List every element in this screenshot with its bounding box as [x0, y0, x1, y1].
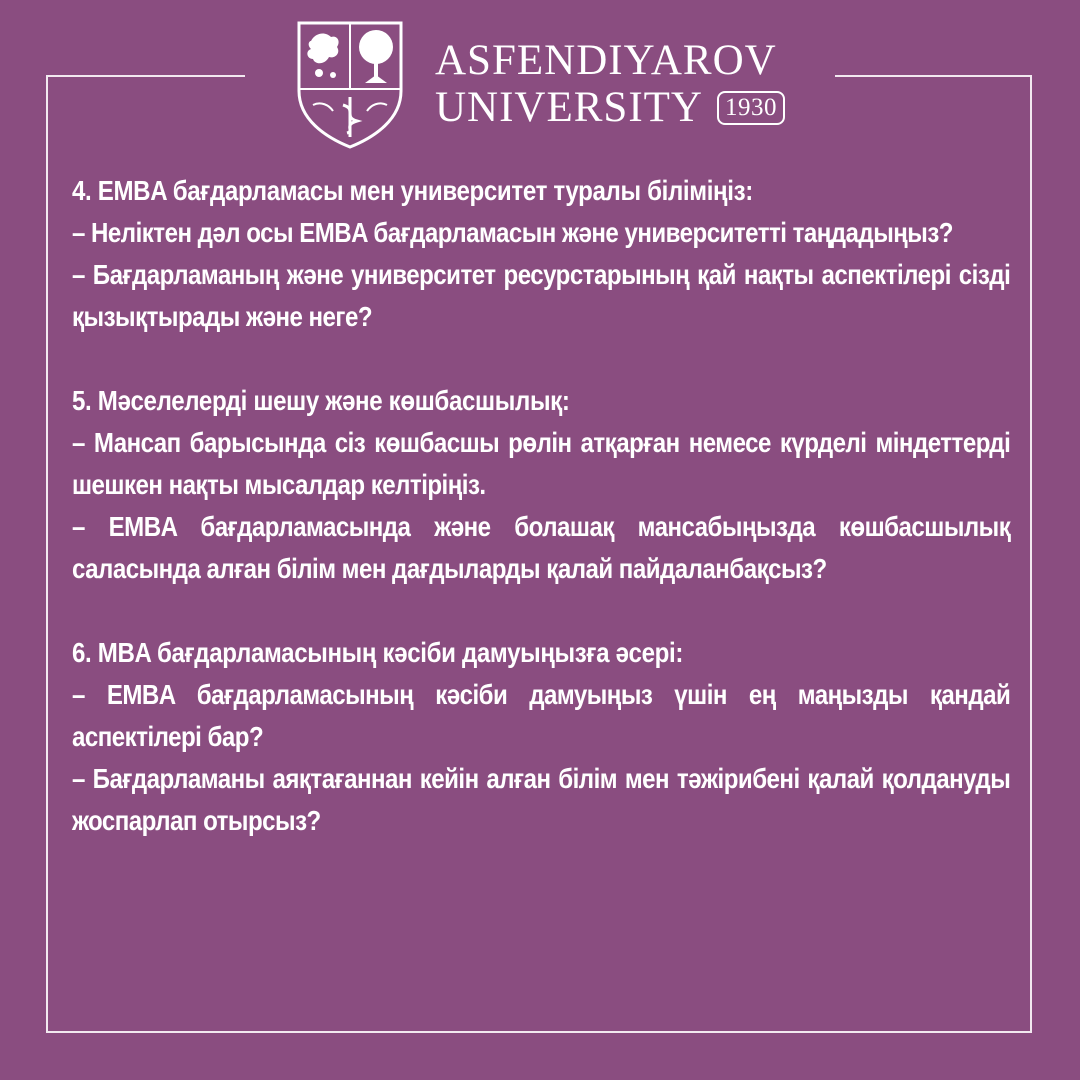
question-item: – Неліктен дәл осы EMBA бағдарламасын және университетті таңдадыңыз?	[72, 217, 953, 248]
questions-content	[72, 170, 1010, 884]
founding-year-badge: 1930	[717, 91, 785, 125]
section-heading: 6. MBA бағдарламасының кәсіби дамуыңызға әсері:	[72, 637, 684, 668]
section-4	[72, 170, 1010, 338]
university-wordmark	[435, 37, 785, 131]
shield-emblem-icon	[295, 19, 405, 149]
section-heading: 4. EMBA бағдарламасы мен университет туралы біліміңіз:	[72, 175, 753, 206]
section-5	[72, 380, 1010, 590]
question-item: – EMBA бағдарламасының кәсіби дамуыңыз үшін ең маңызды қандай аспектілері бар?	[72, 679, 1011, 752]
tree-icon	[359, 30, 393, 83]
question-item: – Бағдарламаны аяқтағаннан кейін алған білім мен тәжірибені қалай қолдануды жоспарлап отырсыз?	[72, 763, 1011, 836]
section-6	[72, 632, 1010, 842]
lion-icon	[307, 34, 338, 78]
wordmark-line1: ASFENDIYAROV	[435, 37, 777, 84]
caduceus-icon	[343, 97, 357, 137]
question-item: – EMBA бағдарламасында және болашақ мансабыңызда көшбасшылық саласында алған білім мен дағдыларды қалай пайдаланбақсыз?	[72, 511, 1011, 584]
question-item: – Мансап барысында сіз көшбасшы рөлін атқарған немесе күрделі міндеттерді шешкен нақты мысалдар келтіріңіз.	[72, 427, 1011, 500]
question-item: – Бағдарламаның және университет ресурстарының қай нақты аспектілері сізді қызықтырады және неге?	[72, 259, 1011, 332]
wordmark-line2: UNIVERSITY	[435, 84, 703, 131]
university-logo	[245, 18, 835, 150]
section-heading: 5. Мәселелерді шешу және көшбасшылық:	[72, 385, 570, 416]
